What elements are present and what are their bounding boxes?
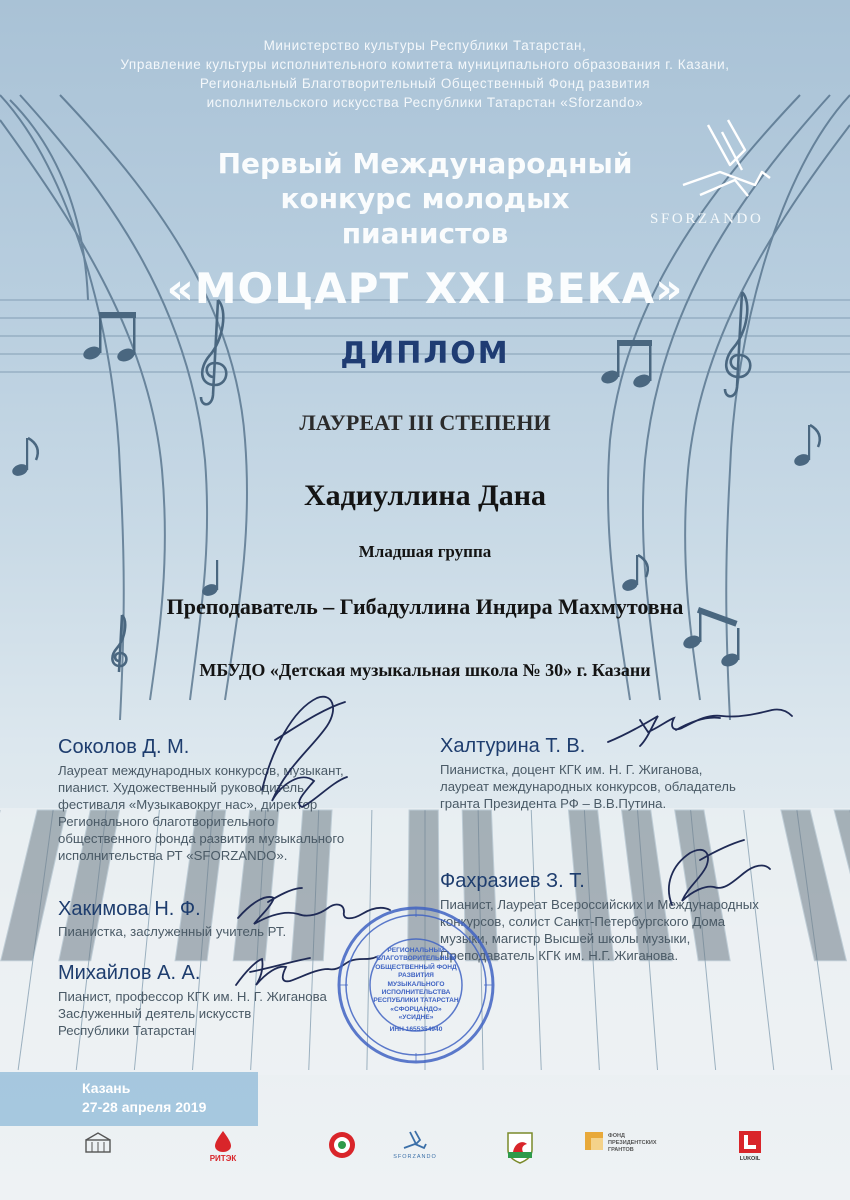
stamp-line: «СФОРЦАНДО» [390, 1005, 442, 1013]
competition-title-line: конкурс молодых [280, 182, 570, 215]
jury-member [58, 736, 344, 864]
organizer-line: исполнительского искусства Республики Татарстан «Sforzando» [206, 95, 644, 110]
jury-description-line: Пианист, Лауреат Всероссийских и Международных [440, 897, 759, 912]
jury-description-line: исполнительства РТ «SFORZANDO». [58, 848, 288, 863]
competition-title-line: пианистов [341, 217, 509, 250]
kazan-emblem-icon [505, 1130, 535, 1164]
event-dates: 27-28 апреля 2019 [82, 1099, 207, 1115]
ritek-label: РИТЭК [209, 1154, 237, 1163]
jury-description-line: Пианист, профессор КГК им. Н. Г. Жиганова [58, 989, 327, 1004]
sforzando-bird-icon [402, 1130, 428, 1152]
jury-description-line: Пианистка, заслуженный учитель РТ. [58, 924, 287, 939]
jury-description-line: Пианистка, доцент КГК им. Н. Г. Жиганова, [440, 762, 703, 777]
organizer-line: Управление культуры исполнительного комитета муниципального образования г. Казани, [120, 57, 730, 72]
lukoil-label: LUKOIL [739, 1156, 761, 1162]
jury-member [440, 735, 736, 812]
grants-fund-label-line: ГРАНТОВ [608, 1147, 634, 1153]
jury-name: Хакимова Н. Ф. [58, 898, 201, 920]
stamp-line: РЕСПУБЛИКИ ТАТАРСТАН [373, 997, 459, 1005]
grants-fund-icon [583, 1130, 605, 1152]
jury-description-line: Заслуженный деятель искусств [58, 1006, 252, 1021]
jury-name: Халтурина Т. В. [440, 735, 586, 757]
sponsor-logo-kazan [500, 1130, 540, 1174]
ritek-drop-icon [211, 1130, 235, 1152]
jury-member [58, 962, 327, 1039]
recipient-name: Хадиуллина Дана [303, 479, 547, 512]
stamp-text [369, 947, 463, 1034]
event-city: Казань [82, 1080, 131, 1096]
grants-fund-label-line: ПРЕЗИДЕНТСКИХ [608, 1140, 657, 1146]
sponsor-logo-tatarstan [322, 1130, 362, 1174]
stamp-line: «УСИДНЕ» [398, 1014, 434, 1022]
official-stamp [336, 905, 496, 1065]
sponsor-logo-lukoil [730, 1130, 770, 1174]
sponsor-logo-ministry [80, 1130, 116, 1174]
document-type-heading: ДИПЛОМ [340, 336, 510, 371]
jury-description-line: Республики Татарстан [58, 1023, 196, 1038]
stamp-line: ОБЩЕСТВЕННЫЙ ФОНД [375, 963, 457, 971]
competition-name: «МОЦАРТ XXI ВЕКА» [166, 264, 684, 313]
competition-title [0, 146, 850, 251]
jury-description-line: Преподаватель КГК им. Н.Г. Жиганова. [440, 948, 679, 963]
jury-description-line: пианист. Художественный руководитель [58, 780, 304, 795]
building-icon [83, 1130, 113, 1156]
sforzando-brand-text: SFORZANDO [650, 211, 764, 227]
jury-name: Фахразиев З. Т. [440, 870, 585, 892]
stamp-line: РЕГИОНАЛЬНЫЙ [387, 947, 445, 954]
stamp-inn: ИНН 1655354940 [389, 1025, 443, 1033]
jury-description [58, 988, 327, 1039]
age-group: Младшая группа [358, 542, 492, 561]
sponsor-logo-ritek [198, 1130, 248, 1174]
award-degree: ЛАУРЕАТ III СТЕПЕНИ [299, 410, 551, 435]
jury-description-line: гранта Президента РФ – В.В.Путина. [440, 796, 667, 811]
competition-title-line: Первый Международный [217, 147, 633, 180]
school-name: МБУДО «Детская музыкальная школа № 30» г. Казани [199, 660, 651, 680]
stamp-line: БЛАГОТВОРИТЕЛЬНЫЙ [376, 955, 456, 963]
jury-description-line: музыки, магистр Высшей школы музыки, [440, 931, 691, 946]
jury-description-line: лауреат международных конкурсов, обладатель [440, 779, 736, 794]
jury-description [58, 923, 286, 940]
stamp-line: РАЗВИТИЯ МУЗЫКАЛЬНОГО [387, 972, 445, 988]
jury-description-line: Лауреат международных конкурсов, музыкант, [58, 763, 344, 778]
jury-description [440, 761, 736, 812]
jury-description-line: конкурсов, солист Санкт-Петербургского Дома [440, 914, 726, 929]
jury-member [58, 898, 286, 940]
sponsor-logo-sforzando [385, 1130, 445, 1174]
organizer-line: Региональный Благотворительный Общественный Фонд развития [199, 76, 651, 91]
jury-description-line: Регионального благотворительного [58, 814, 275, 829]
jury-description-line: фестиваля «Музыкавокруг нас», директор [58, 797, 318, 812]
tatarstan-emblem-icon [327, 1130, 357, 1160]
teacher-name: Преподаватель – Гибадуллина Индира Махмутовна [166, 594, 684, 619]
jury-description-line: общественного фонда развития музыкального [58, 831, 345, 846]
jury-description [58, 762, 344, 864]
sforzando-logo-label: SFORZANDO [393, 1154, 437, 1160]
sponsor-logo-presidential-grants [583, 1130, 663, 1174]
organizers-block [0, 36, 850, 112]
stamp-line: ИСПОЛНИТЕЛЬСТВА [381, 989, 451, 997]
organizer-line: Министерство культуры Республики Татарстан, [263, 38, 587, 53]
lukoil-icon [738, 1130, 762, 1154]
jury-name: Михайлов А. А. [58, 962, 201, 984]
jury-name: Соколов Д. М. [58, 736, 190, 758]
grants-fund-label-line: ФОНД [608, 1133, 625, 1139]
